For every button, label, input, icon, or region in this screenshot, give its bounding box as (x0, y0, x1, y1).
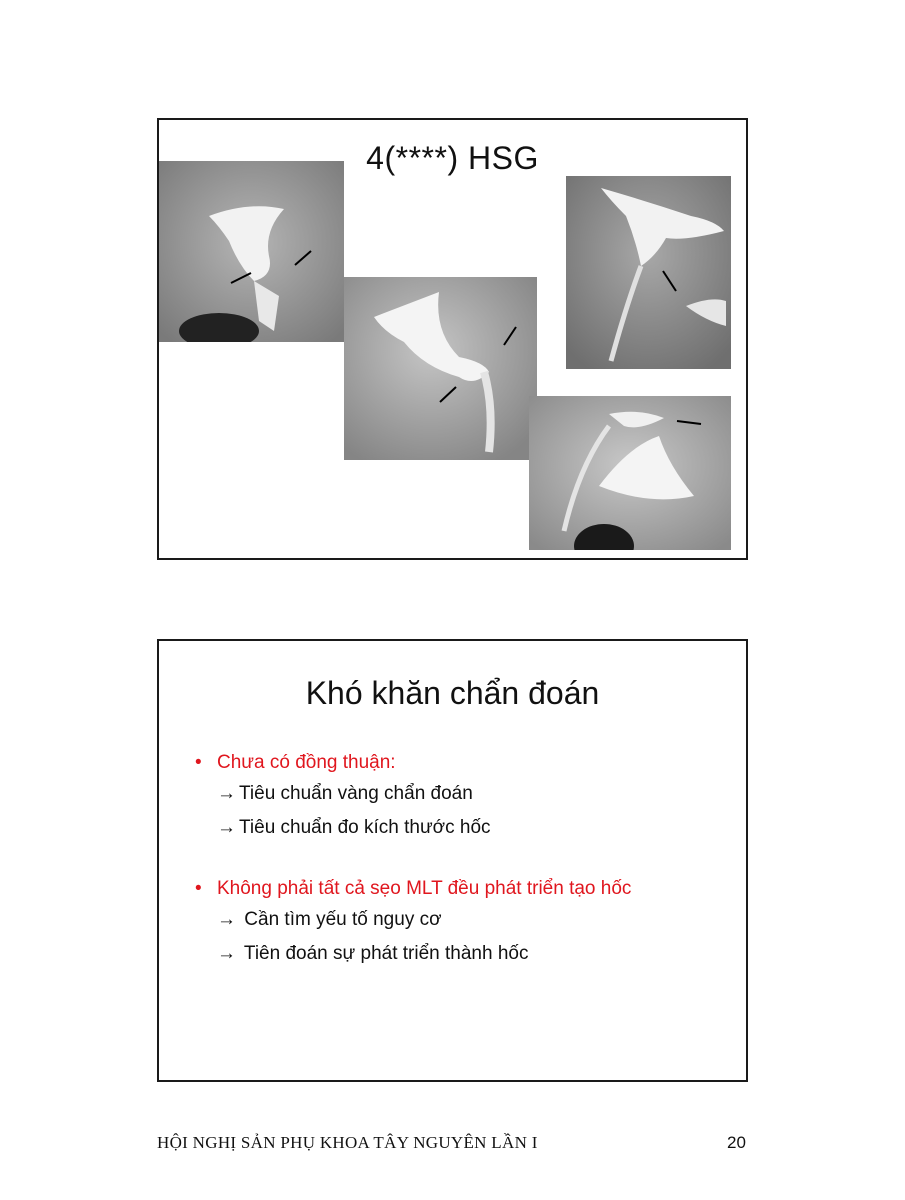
hsg-image-1 (159, 161, 344, 342)
hsg-image-4 (529, 396, 731, 550)
footer-text: HỘI NGHỊ SẢN PHỤ KHOA TÂY NGUYÊN LẦN I (157, 1133, 538, 1152)
bullet-glyph: • (195, 752, 202, 773)
arrow-icon: → (217, 943, 236, 964)
bullet-text: Không phải tất cả sẹo MLT đều phát triển tạo hốc (217, 878, 632, 899)
arrow-icon: → (217, 817, 236, 838)
arrow-icon: → (217, 783, 236, 804)
sub-item (193, 903, 733, 937)
slide-title: Khó khăn chẩn đoán (305, 675, 600, 711)
sub-text: Tiên đoán sự phát triển thành hốc (239, 943, 529, 964)
slide-title: 4(****) HSG (366, 140, 539, 176)
bullet-glyph: • (195, 878, 202, 899)
hsg-image-2 (344, 277, 537, 460)
slide-diagnosis-difficulties (157, 639, 748, 1082)
sub-text: Tiêu chuẩn vàng chẩn đoán (239, 783, 473, 804)
bullet-item (193, 875, 733, 903)
hsg-image-3 (566, 176, 731, 369)
sub-text: Cần tìm yếu tố nguy cơ (239, 909, 442, 930)
page-number: 20 (727, 1133, 746, 1152)
sub-item (193, 937, 733, 971)
bullet-list (193, 749, 733, 971)
bullet-text: Chưa có đồng thuận: (217, 752, 396, 773)
sub-item (193, 777, 733, 811)
sub-item (193, 811, 733, 845)
slide-hsg (157, 118, 748, 560)
arrow-icon: → (217, 909, 236, 930)
sub-text: Tiêu chuẩn đo kích thước hốc (239, 817, 491, 838)
bullet-item (193, 749, 733, 777)
